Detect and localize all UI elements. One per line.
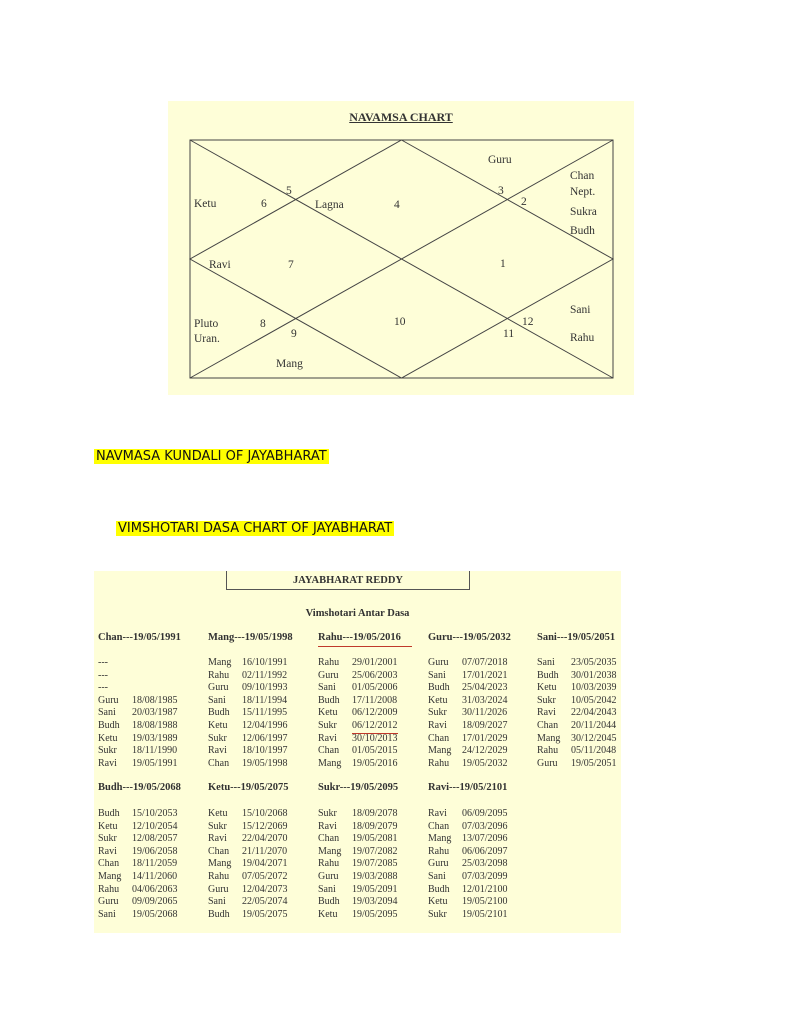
dasa-date: 19/03/2088 — [352, 870, 398, 882]
house-number-4: 4 — [394, 199, 400, 211]
dasa-planet: Guru — [428, 858, 449, 870]
dasa-row — [428, 884, 508, 897]
dasa-date: 07/05/2072 — [242, 870, 288, 882]
navamsa-chart-diagram — [168, 101, 634, 395]
dasa-planet: Mang — [98, 870, 122, 882]
dasa-planet: Budh — [428, 682, 450, 694]
dasa-planet: Guru — [318, 669, 339, 681]
dasa-date: 19/03/1989 — [132, 732, 178, 744]
dasa-row — [537, 682, 617, 695]
dasa-row — [428, 657, 508, 670]
dasa-date: 12/08/2057 — [132, 833, 178, 845]
dasa-planet: Sani — [208, 896, 226, 908]
dasa-date: 17/01/2021 — [462, 669, 508, 681]
house-number-7: 7 — [288, 259, 294, 271]
dasa-date: 18/09/2078 — [352, 808, 398, 819]
dasa-date: 30/12/2045 — [571, 732, 617, 744]
dasa-row — [537, 657, 617, 670]
house-number-1: 1 — [500, 258, 506, 270]
dasa-planet: Chan — [318, 745, 340, 757]
dasa-row — [98, 896, 178, 909]
dasa-row — [428, 745, 508, 758]
dasa-header: JAYABHARAT REDDY — [226, 571, 470, 590]
dasa-date: 15/11/1995 — [242, 707, 288, 719]
dasa-date: 18/09/2027 — [462, 719, 508, 731]
dasa-date: 14/11/2060 — [132, 870, 178, 882]
dasa-date: 02/11/1992 — [242, 669, 288, 681]
dasa-row — [428, 758, 508, 771]
dasa-row — [428, 707, 508, 720]
dasa-planet: Sani — [98, 908, 116, 920]
dasa-row — [208, 909, 288, 922]
dasa-column — [208, 782, 316, 920]
dasa-planet: Sukr — [428, 707, 447, 719]
dasa-date: 06/06/2097 — [462, 845, 508, 857]
dasa-column — [428, 782, 536, 920]
dasa-row — [537, 758, 617, 771]
dasa-date: 20/03/1987 — [132, 707, 178, 719]
dasa-planet: Sani — [537, 657, 555, 668]
dasa-planet: Ketu — [318, 908, 338, 920]
dasa-row — [208, 884, 288, 897]
dasa-planet: Chan — [537, 719, 559, 731]
dasa-subtitle: Vimshotari Antar Dasa — [305, 608, 410, 619]
dasa-row — [208, 821, 288, 834]
dasa-planet: Mang — [318, 845, 342, 857]
dasa-planet: Chan — [428, 732, 450, 744]
dasa-row — [537, 745, 617, 758]
dasa-planet: Rahu — [318, 858, 340, 870]
dasa-date: 13/07/2096 — [462, 833, 508, 845]
dasa-row — [537, 707, 617, 720]
dasa-row — [428, 670, 508, 683]
dasa-date: 18/11/1994 — [242, 694, 288, 706]
dasa-row — [208, 896, 288, 909]
dasa-row — [537, 733, 617, 746]
dasa-row — [428, 821, 508, 834]
dasa-row — [98, 682, 178, 695]
dasa-planet: Rahu — [208, 669, 230, 681]
dasa-row — [208, 720, 288, 733]
dasa-row — [318, 833, 398, 846]
dasa-row — [208, 758, 288, 771]
dasa-date: 19/05/1991 — [132, 757, 178, 769]
dasa-date: 29/01/2001 — [352, 657, 398, 668]
dasa-planet: Ravi — [98, 757, 117, 769]
dasa-row — [98, 733, 178, 746]
dasa-planet: Rahu — [428, 757, 450, 769]
dasa-date: 22/04/2043 — [571, 707, 617, 719]
dasa-column-heading: Sukr---19/05/2095 — [318, 782, 399, 793]
house-number-5: 5 — [286, 185, 292, 197]
planet-budh: Budh — [570, 225, 595, 237]
dasa-planet: Guru — [98, 896, 119, 908]
dasa-planet: Chan — [208, 757, 230, 769]
dasa-row — [428, 858, 508, 871]
dasa-date: 06/09/2095 — [462, 808, 508, 819]
dasa-date: 19/06/2058 — [132, 845, 178, 857]
dasa-row — [428, 695, 508, 708]
dasa-date: 18/10/1997 — [242, 745, 288, 757]
dasa-date: 19/07/2082 — [352, 845, 398, 857]
dasa-date: 19/05/1998 — [242, 757, 288, 769]
dasa-row — [208, 858, 288, 871]
dasa-planet: Guru — [318, 870, 339, 882]
dasa-date: 19/07/2085 — [352, 858, 398, 870]
dasa-planet: Guru — [428, 657, 449, 668]
dasa-row — [98, 758, 178, 771]
dasa-row — [428, 909, 508, 922]
dasa-planet: --- — [98, 682, 108, 694]
dasa-planet: Ketu — [428, 694, 448, 706]
dasa-date: 19/04/2071 — [242, 858, 288, 870]
dasa-column — [428, 632, 536, 769]
dasa-planet: Budh — [318, 694, 340, 706]
dasa-row — [428, 682, 508, 695]
planet-guru: Guru — [488, 154, 512, 166]
dasa-row — [318, 758, 398, 771]
dasa-row — [318, 821, 398, 834]
dasa-row — [208, 871, 288, 884]
dasa-row — [98, 720, 178, 733]
dasa-row — [318, 871, 398, 884]
dasa-date: 17/01/2029 — [462, 732, 508, 744]
dasa-planet: Ketu — [98, 732, 118, 744]
dasa-planet: --- — [98, 669, 108, 681]
planet-lagna: Lagna — [315, 199, 344, 211]
planet-uran: Uran. — [194, 333, 220, 345]
dasa-date: 01/05/2006 — [352, 682, 398, 694]
dasa-planet: Ketu — [98, 820, 118, 832]
dasa-planet: Rahu — [428, 845, 450, 857]
dasa-column-heading: Ravi---19/05/2101 — [428, 782, 508, 793]
dasa-date: 22/05/2074 — [242, 896, 288, 908]
dasa-column-heading: Rahu---19/05/2016 — [318, 632, 412, 647]
dasa-date: 19/05/2081 — [352, 833, 398, 845]
dasa-date: 19/05/2032 — [462, 757, 508, 769]
dasa-column — [98, 782, 206, 920]
planet-sani: Sani — [570, 304, 591, 316]
dasa-date: 18/08/1985 — [132, 694, 178, 706]
dasa-row — [318, 720, 398, 733]
dasa-planet: Sukr — [428, 908, 447, 920]
dasa-row — [98, 884, 178, 897]
dasa-planet: Mang — [208, 657, 232, 668]
dasa-column — [537, 632, 645, 769]
dasa-column-heading: Mang---19/05/1998 — [208, 632, 293, 643]
dasa-date: 07/07/2018 — [462, 657, 508, 668]
dasa-date: 06/12/2012 — [352, 720, 398, 734]
house-number-2: 2 — [521, 196, 527, 208]
dasa-planet: Mang — [428, 745, 452, 757]
dasa-row — [208, 733, 288, 746]
dasa-row — [318, 909, 398, 922]
dasa-column-heading: Ketu---19/05/2075 — [208, 782, 289, 793]
dasa-date: 19/05/2075 — [242, 908, 288, 920]
dasa-planet: Budh — [537, 669, 559, 681]
dasa-date: 16/10/1991 — [242, 657, 288, 668]
planet-pluto: Pluto — [194, 318, 219, 330]
dasa-row — [98, 846, 178, 859]
dasa-planet: Ravi — [318, 732, 337, 744]
dasa-column — [208, 632, 316, 769]
dasa-date: 04/06/2063 — [132, 883, 178, 895]
dasa-planet: Sani — [318, 682, 336, 694]
dasa-column-heading: Sani---19/05/2051 — [537, 632, 616, 643]
dasa-row — [318, 657, 398, 670]
dasa-planet: Sukr — [537, 694, 556, 706]
dasa-date: 19/05/2051 — [571, 757, 617, 769]
dasa-date: 30/11/2026 — [462, 707, 508, 719]
house-number-11: 11 — [503, 328, 515, 340]
dasa-date: 12/04/1996 — [242, 719, 288, 731]
dasa-row — [98, 670, 178, 683]
dasa-date: 09/09/2065 — [132, 896, 178, 908]
dasa-column-heading: Chan---19/05/1991 — [98, 632, 181, 643]
dasa-row — [98, 909, 178, 922]
dasa-planet: Sukr — [208, 732, 227, 744]
dasa-date: 18/11/1990 — [132, 745, 178, 757]
dasa-row — [208, 657, 288, 670]
dasa-row — [428, 846, 508, 859]
planet-chan: Chan — [570, 170, 595, 182]
dasa-planet: Sukr — [318, 808, 337, 819]
dasa-date: 19/05/2100 — [462, 896, 508, 908]
dasa-row — [208, 707, 288, 720]
dasa-planet: Mang — [318, 757, 342, 769]
house-number-10: 10 — [394, 316, 406, 328]
dasa-date: 15/10/2053 — [132, 808, 178, 819]
dasa-planet: Ravi — [208, 745, 227, 757]
dasa-planet: Ravi — [318, 820, 337, 832]
dasa-planet: Budh — [208, 908, 230, 920]
dasa-date: 23/05/2035 — [571, 657, 617, 668]
dasa-date: 25/06/2003 — [352, 669, 398, 681]
dasa-planet: Ravi — [537, 707, 556, 719]
dasa-planet: Mang — [537, 732, 561, 744]
dasa-planet: Rahu — [318, 657, 340, 668]
dasa-planet: Sani — [208, 694, 226, 706]
dasa-date: 19/05/2091 — [352, 883, 398, 895]
dasa-date: 17/11/2008 — [352, 694, 398, 706]
dasa-planet: Ketu — [537, 682, 557, 694]
dasa-planet: Guru — [98, 694, 119, 706]
planet-ravi: Ravi — [209, 259, 231, 271]
dasa-row — [318, 733, 398, 746]
dasa-planet: Sani — [428, 870, 446, 882]
dasa-date: 21/11/2070 — [242, 845, 288, 857]
dasa-planet: Rahu — [208, 870, 230, 882]
dasa-row — [208, 670, 288, 683]
dasa-row — [98, 833, 178, 846]
dasa-row — [318, 884, 398, 897]
navamsa-chart — [168, 101, 634, 395]
dasa-row — [318, 707, 398, 720]
dasa-row — [537, 670, 617, 683]
dasa-row — [208, 695, 288, 708]
house-number-3: 3 — [498, 185, 504, 197]
dasa-date: 30/10/2013 — [352, 732, 398, 744]
dasa-planet: Ketu — [428, 896, 448, 908]
dasa-planet: Guru — [208, 883, 229, 895]
dasa-planet: Ravi — [428, 808, 447, 819]
dasa-date: 19/05/2095 — [352, 908, 398, 920]
dasa-row — [318, 682, 398, 695]
dasa-planet: Budh — [208, 707, 230, 719]
dasa-row — [98, 858, 178, 871]
dasa-planet: Budh — [98, 719, 120, 731]
navamsa-chart-title: NAVAMSA CHART — [349, 110, 453, 124]
dasa-planet: Chan — [428, 820, 450, 832]
dasa-date: 31/03/2024 — [462, 694, 508, 706]
dasa-planet: Chan — [98, 858, 120, 870]
dasa-date: 07/03/2099 — [462, 870, 508, 882]
dasa-column-heading: Budh---19/05/2068 — [98, 782, 181, 793]
dasa-date: 25/04/2023 — [462, 682, 508, 694]
dasa-row — [208, 745, 288, 758]
dasa-planet: Budh — [428, 883, 450, 895]
dasa-row — [428, 833, 508, 846]
planet-rahu: Rahu — [570, 332, 595, 344]
dasa-row — [98, 808, 178, 821]
dasa-date: 07/03/2096 — [462, 820, 508, 832]
dasa-date: 12/04/2073 — [242, 883, 288, 895]
dasa-row — [318, 745, 398, 758]
dasa-row — [537, 695, 617, 708]
dasa-planet: Rahu — [98, 883, 120, 895]
dasa-date: 24/12/2029 — [462, 745, 508, 757]
dasa-planet: Mang — [428, 833, 452, 845]
house-number-6: 6 — [261, 198, 267, 210]
navmasa-kundali-label: NAVMASA KUNDALI OF JAYABHARAT — [96, 449, 327, 464]
vimshotari-chart-label: VIMSHOTARI DASA CHART OF JAYABHARAT — [118, 521, 393, 536]
dasa-row — [208, 682, 288, 695]
dasa-planet: Ketu — [208, 719, 228, 731]
dasa-planet: Ravi — [208, 833, 227, 845]
dasa-row — [428, 720, 508, 733]
dasa-planet: Sani — [98, 707, 116, 719]
dasa-planet: Sukr — [98, 833, 117, 845]
dasa-column — [318, 782, 426, 920]
dasa-row — [537, 720, 617, 733]
dasa-row — [428, 871, 508, 884]
dasa-row — [98, 745, 178, 758]
dasa-date: 18/08/1988 — [132, 719, 178, 731]
dasa-date: 19/05/2101 — [462, 908, 508, 920]
vimshotari-dasa-table — [94, 571, 621, 933]
dasa-planet: Budh — [318, 896, 340, 908]
dasa-date: 05/11/2048 — [571, 745, 617, 757]
dasa-row — [98, 695, 178, 708]
dasa-date: 22/04/2070 — [242, 833, 288, 845]
planet-nept: Nept. — [570, 186, 596, 198]
dasa-date: 19/05/2068 — [132, 908, 178, 920]
dasa-planet: Chan — [208, 845, 230, 857]
dasa-planet: Ravi — [98, 845, 117, 857]
dasa-planet: Ketu — [208, 808, 228, 819]
dasa-row — [318, 695, 398, 708]
dasa-row — [208, 846, 288, 859]
dasa-planet: Chan — [318, 833, 340, 845]
dasa-planet: Rahu — [537, 745, 559, 757]
house-number-8: 8 — [260, 318, 266, 330]
dasa-planet: Sukr — [98, 745, 117, 757]
dasa-row — [318, 670, 398, 683]
dasa-row — [428, 733, 508, 746]
planet-ketu: Ketu — [194, 198, 217, 210]
dasa-date: 01/05/2015 — [352, 745, 398, 757]
dasa-row — [428, 808, 508, 821]
dasa-date: 25/03/2098 — [462, 858, 508, 870]
dasa-date: 20/11/2044 — [571, 719, 617, 731]
dasa-date: 10/05/2042 — [571, 694, 617, 706]
dasa-date: 12/06/1997 — [242, 732, 288, 744]
dasa-date: 19/05/2016 — [352, 757, 398, 769]
house-number-9: 9 — [291, 328, 297, 340]
dasa-planet: Budh — [98, 808, 120, 819]
dasa-planet: Guru — [537, 757, 558, 769]
dasa-planet: Ravi — [428, 719, 447, 731]
dasa-row — [98, 871, 178, 884]
dasa-planet: Sani — [428, 669, 446, 681]
dasa-column — [98, 632, 206, 769]
dasa-column — [318, 632, 426, 769]
dasa-date: 30/01/2038 — [571, 669, 617, 681]
dasa-row — [318, 808, 398, 821]
dasa-date: 15/12/2069 — [242, 820, 288, 832]
dasa-planet: Sukr — [208, 820, 227, 832]
dasa-planet: Sani — [318, 883, 336, 895]
dasa-date: 18/11/2059 — [132, 858, 178, 870]
dasa-row — [318, 858, 398, 871]
dasa-date: 15/10/2068 — [242, 808, 288, 819]
planet-mang: Mang — [276, 358, 303, 370]
dasa-row — [98, 657, 178, 670]
dasa-date: 06/12/2009 — [352, 707, 398, 719]
dasa-row — [428, 896, 508, 909]
house-number-12: 12 — [522, 316, 534, 328]
dasa-planet: Mang — [208, 858, 232, 870]
dasa-planet: Guru — [208, 682, 229, 694]
dasa-date: 10/03/2039 — [571, 682, 617, 694]
dasa-date: 19/03/2094 — [352, 896, 398, 908]
dasa-row — [318, 896, 398, 909]
dasa-date: 12/10/2054 — [132, 820, 178, 832]
dasa-row — [98, 821, 178, 834]
dasa-row — [208, 833, 288, 846]
dasa-column-heading: Guru---19/05/2032 — [428, 632, 511, 643]
dasa-row — [98, 707, 178, 720]
dasa-date: 12/01/2100 — [462, 883, 508, 895]
dasa-row — [208, 808, 288, 821]
dasa-planet: Sukr — [318, 719, 337, 731]
planet-sukra: Sukra — [570, 206, 597, 218]
dasa-planet: --- — [98, 657, 108, 668]
dasa-date: 09/10/1993 — [242, 682, 288, 694]
dasa-date: 18/09/2079 — [352, 820, 398, 832]
dasa-row — [318, 846, 398, 859]
dasa-planet: Ketu — [318, 707, 338, 719]
